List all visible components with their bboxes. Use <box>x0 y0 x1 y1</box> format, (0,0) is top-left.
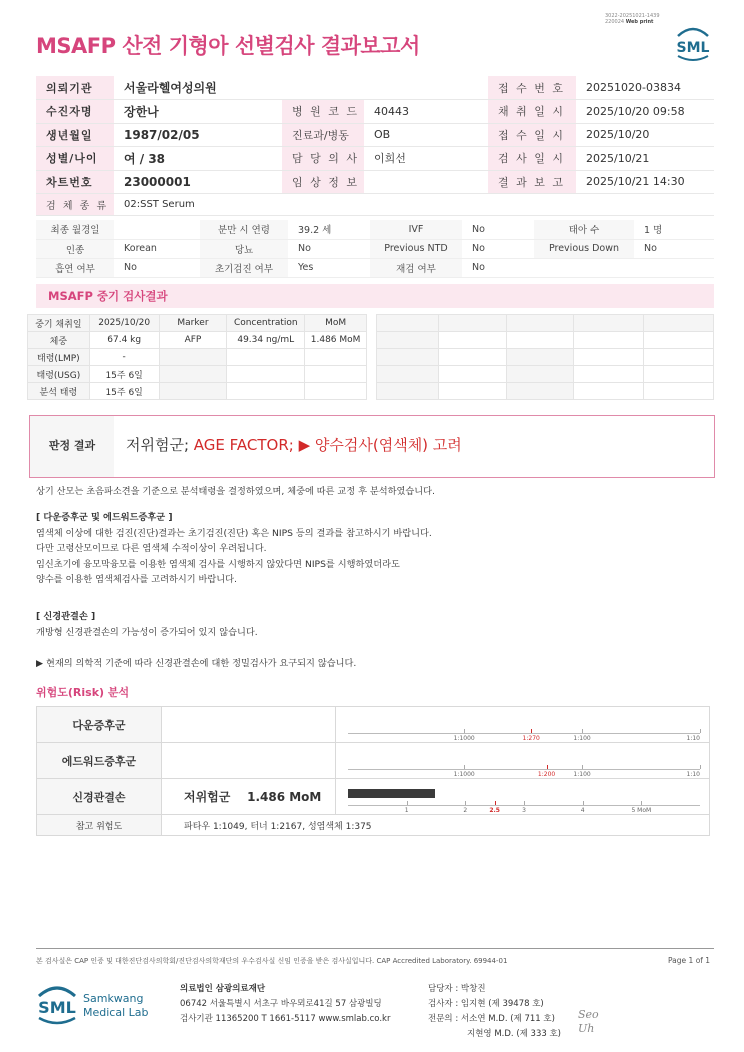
reference-risk-value: 파타우 1:1049, 터너 1:2167, 성염색체 1:375 <box>162 815 710 836</box>
info-value <box>364 170 488 194</box>
results-header-cell: 2025/10/20 <box>89 315 159 332</box>
clinical-value: 39.2 세 <box>288 220 370 239</box>
ntd-tick-label: 2 <box>463 807 468 814</box>
ntd-mom-scale <box>336 779 710 815</box>
info-label: 접 수 번 호 <box>488 76 576 100</box>
signature-1: Seo <box>578 1008 599 1021</box>
edwards-risk-scale <box>336 743 710 779</box>
empty-cell <box>377 349 439 366</box>
specimen-value: 02:SST Serum <box>114 194 714 216</box>
results-cell: 분석 태령 <box>28 383 90 400</box>
empty-cell <box>438 332 506 349</box>
results-cell <box>227 349 305 366</box>
empty-cell <box>377 332 439 349</box>
info-label: 생년월일 <box>36 123 114 147</box>
results-cell: 1.486 MoM <box>305 332 367 349</box>
clinical-value: No <box>462 258 534 277</box>
edwards-tick <box>700 765 701 769</box>
results-cell: AFP <box>159 332 227 349</box>
print-info <box>605 13 660 25</box>
info-value: 20251020-03834 <box>576 76 714 100</box>
clinical-row <box>36 220 714 239</box>
results-cell <box>159 366 227 383</box>
ntd-tick-label: 2.5 <box>489 807 500 814</box>
risk-row-edwards <box>37 743 710 779</box>
info-value: 서울라헬여성의원 <box>114 76 282 100</box>
empty-cell <box>644 332 714 349</box>
down-tick <box>700 729 701 733</box>
results-cell: - <box>89 349 159 366</box>
down-tick <box>582 729 583 733</box>
info-value: 여 / 38 <box>114 147 282 171</box>
empty-cell <box>377 366 439 383</box>
empty-cell <box>438 349 506 366</box>
clinical-label: Previous Down <box>534 239 634 258</box>
down-risk-scale <box>336 707 710 743</box>
ntd-risk-value <box>162 779 336 815</box>
info-value: 2025/10/20 09:58 <box>576 100 714 124</box>
risk-table <box>36 706 710 836</box>
info-label: 담 당 의 사 <box>282 147 364 171</box>
results-header-cell: Concentration <box>227 315 305 332</box>
clinical-row <box>36 239 714 258</box>
risk-value-empty <box>162 707 336 743</box>
staff-line: 전문의 : 서소연 M.D. (제 711 호) <box>428 1014 555 1024</box>
clinical-value: Korean <box>114 239 200 258</box>
sml-logo-icon <box>672 26 714 62</box>
results-header-cell: Marker <box>159 315 227 332</box>
info-label: 병 원 코 드 <box>282 100 364 124</box>
down-tick-label: 1:10 <box>686 735 700 742</box>
clinical-label: 태아 수 <box>534 220 634 239</box>
edwards-tick-label: 1:100 <box>573 771 591 778</box>
ntd-tick <box>641 801 642 805</box>
info-value: 2025/10/21 <box>576 147 714 171</box>
logo-line1: Samkwang <box>83 992 144 1005</box>
clinical-label: 인종 <box>36 239 114 258</box>
info-label: 접 수 일 시 <box>488 123 576 147</box>
down-edwards-section <box>36 510 432 588</box>
results-cell: 태령(LMP) <box>28 349 90 366</box>
risk-title: 위험도(Risk) 분석 <box>36 686 130 699</box>
empty-cell <box>644 315 714 332</box>
clinical-label: Previous NTD <box>370 239 462 258</box>
results-cell <box>227 366 305 383</box>
clinical-label: 재검 여부 <box>370 258 462 277</box>
edwards-tick <box>464 765 465 769</box>
clinical-value: No <box>288 239 370 258</box>
down-tick-label: 1:1000 <box>453 735 475 742</box>
ntd-mom: 1.486 MoM <box>247 790 322 804</box>
risk-label: 에드워드증후군 <box>37 743 162 779</box>
clinical-value: 1 명 <box>634 220 714 239</box>
ntd-tick-label: 1 <box>404 807 409 814</box>
samkwang-logo-icon <box>36 983 156 1027</box>
info-value: 장한나 <box>114 100 282 124</box>
results-cell <box>305 383 367 400</box>
edwards-tick-label: 1:200 <box>537 771 556 778</box>
info-value: 23000001 <box>114 170 282 194</box>
down-scale-line <box>348 733 700 734</box>
analysis-note: 상기 산모는 초음파소견을 기준으로 분석태령을 결정하였으며, 체중에 따른 교정 후 분석하였습니다. <box>36 486 435 497</box>
paragraph-line: 염색체 이상에 대한 검진(진단)결과는 초기검진(진단) 혹은 NIPS 등의 결과를 참고하시기 바랍니다. <box>36 527 432 539</box>
sml-logo-text: SML <box>676 40 710 56</box>
staff-line: 검사자 : 임지현 (제 39478 호) <box>428 999 544 1009</box>
empty-cell <box>438 366 506 383</box>
info-label: 수진자명 <box>36 100 114 124</box>
empty-cell <box>506 315 574 332</box>
info-label: 성별/나이 <box>36 147 114 171</box>
clinical-info-table <box>36 220 714 278</box>
clinical-label: IVF <box>370 220 462 239</box>
info-value: 1987/02/05 <box>114 123 282 147</box>
results-row <box>28 332 367 349</box>
ntd-section <box>36 609 258 640</box>
results-table-empty <box>376 314 714 400</box>
org-name: 의료법인 삼광의료재단 <box>180 984 266 994</box>
down-tick <box>531 729 532 733</box>
risk-label: 참고 위험도 <box>37 815 162 836</box>
clinical-label: 최종 월경일 <box>36 220 114 239</box>
ntd-scale-line <box>348 805 700 806</box>
info-label: 의뢰기관 <box>36 76 114 100</box>
info-label: 임 상 정 보 <box>282 170 364 194</box>
results-cell: 체중 <box>28 332 90 349</box>
info-label: 차트번호 <box>36 170 114 194</box>
empty-cell <box>377 315 439 332</box>
report-title: MSAFP 산전 기형아 선별검사 결과보고서 <box>36 34 420 58</box>
organization-info <box>180 982 390 1027</box>
judgement-risk: 저위험군; <box>126 436 194 454</box>
clinical-value: Yes <box>288 258 370 277</box>
paragraph-line: 임신초기에 융모막융모를 이용한 염색체 검사를 시행하지 않았다면 NIPS를 시행하였더라도 <box>36 558 400 570</box>
info-value: 이희선 <box>364 147 488 171</box>
clinical-row <box>36 258 714 277</box>
ntd-tick-label: 5 MoM <box>631 807 652 814</box>
risk-label: 신경관결손 <box>37 779 162 815</box>
paragraph-line: 다만 고령산모이므로 다른 염색체 수적이상이 우려됩니다. <box>36 543 267 554</box>
empty-cell <box>506 366 574 383</box>
results-cell: 49.34 ng/mL <box>227 332 305 349</box>
edwards-tick <box>547 765 548 769</box>
org-contact: 검사기관 11365200 T 1661-5117 www.smlab.co.kr <box>180 1014 391 1024</box>
clinical-label <box>534 258 634 277</box>
empty-cell <box>506 383 574 400</box>
info-row <box>36 194 714 216</box>
empty-cell <box>644 349 714 366</box>
signature-2: Uh <box>578 1022 595 1035</box>
clinical-label: 당뇨 <box>200 239 288 258</box>
risk-row-ntd <box>37 779 710 815</box>
empty-cell <box>574 349 644 366</box>
empty-cell <box>644 366 714 383</box>
results-cell: 67.4 kg <box>89 332 159 349</box>
results-row <box>28 366 367 383</box>
results-cell: 태령(USG) <box>28 366 90 383</box>
results-row <box>28 349 367 366</box>
empty-cell <box>574 383 644 400</box>
judgement-box <box>29 415 715 478</box>
paragraph-line: 개방형 신경관결손의 가능성이 증가되어 있지 않습니다. <box>36 626 258 638</box>
accreditation-note: 본 검사실은 CAP 인증 및 대한진단검사의학회/진단검사의학재단의 우수검사실 신임 인증을 받은 검사실입니다. CAP Accredited Laboratory. 69944-01 <box>36 957 508 965</box>
clinical-value <box>114 220 200 239</box>
info-label: 채 취 일 시 <box>488 100 576 124</box>
ntd-tick <box>524 801 525 805</box>
info-row <box>36 100 714 124</box>
empty-cell <box>574 332 644 349</box>
risk-row-down <box>37 707 710 743</box>
results-header-row <box>28 315 367 332</box>
clinical-label: 분만 시 연령 <box>200 220 288 239</box>
edwards-tick-label: 1:10 <box>686 771 700 778</box>
results-table <box>27 314 367 400</box>
down-tick-label: 1:270 <box>522 735 540 742</box>
judgement-recommendation: AGE FACTOR; ▶ 양수검사(염색체) 고려 <box>193 436 462 454</box>
logo-sml: SML <box>38 998 76 1017</box>
ntd-mom-bar <box>348 789 435 798</box>
empty-cell <box>644 383 714 400</box>
patient-info-table <box>36 76 714 216</box>
staff-line: 지현영 M.D. (제 333 호) <box>467 1029 562 1039</box>
clinical-value: No <box>462 239 534 258</box>
info-label: 진료과/병동 <box>282 123 364 147</box>
empty-cell <box>574 366 644 383</box>
risk-value-empty <box>162 743 336 779</box>
info-value: OB <box>364 123 488 147</box>
edwards-scale-line <box>348 769 700 770</box>
results-cell <box>305 349 367 366</box>
ntd-tick <box>407 801 408 805</box>
print-label: Web print <box>625 19 654 25</box>
results-cell <box>227 383 305 400</box>
ntd-tick <box>495 801 496 805</box>
print-code: 3022-20251021-1439 <box>605 13 660 19</box>
info-row <box>36 170 714 194</box>
results-row <box>28 383 367 400</box>
info-value: 2025/10/20 <box>576 123 714 147</box>
info-value: 2025/10/21 14:30 <box>576 170 714 194</box>
empty-cell <box>506 332 574 349</box>
risk-label: 다운증후군 <box>37 707 162 743</box>
empty-cell <box>377 383 439 400</box>
page-number: Page 1 of 1 <box>668 956 711 965</box>
info-label <box>282 76 364 100</box>
clinical-value: No <box>462 220 534 239</box>
down-tick <box>464 729 465 733</box>
signature <box>578 1008 599 1036</box>
judgement-label: 판정 결과 <box>30 416 114 477</box>
ntd-tick <box>583 801 584 805</box>
clinical-value <box>634 258 714 277</box>
section-heading: [ 다운증후군 및 에드워드증후군 ] <box>36 512 173 523</box>
info-value <box>364 76 488 100</box>
clinical-label: 초기검진 여부 <box>200 258 288 277</box>
info-label: 검 사 일 시 <box>488 147 576 171</box>
results-header-cell: 중기 채취일 <box>28 315 90 332</box>
results-cell: 15주 6일 <box>89 366 159 383</box>
ntd-tick <box>465 801 466 805</box>
risk-row-reference <box>37 815 710 836</box>
results-cell <box>159 383 227 400</box>
org-address: 06742 서울특별시 서초구 바우뫼로41길 57 삼광빌딩 <box>180 999 382 1009</box>
empty-cell <box>574 315 644 332</box>
results-header-cell: MoM <box>305 315 367 332</box>
down-tick-label: 1:100 <box>573 735 591 742</box>
ntd-risk-group: 저위험군 <box>184 790 231 804</box>
section-heading: [ 신경관결손 ] <box>36 611 96 622</box>
info-label: 결 과 보 고 <box>488 170 576 194</box>
clinical-label: 흡연 여부 <box>36 258 114 277</box>
footer-divider <box>36 948 714 949</box>
clinical-value: No <box>634 239 714 258</box>
section-title-bar: MSAFP 중기 검사결과 <box>36 284 714 308</box>
print-code-2: 220024 <box>605 19 625 25</box>
empty-cell <box>438 315 506 332</box>
logo-line2: Medical Lab <box>83 1006 149 1019</box>
info-value: 40443 <box>364 100 488 124</box>
info-label: 검 체 종 류 <box>36 194 114 216</box>
info-row <box>36 76 714 100</box>
edwards-tick-label: 1:1000 <box>453 771 475 778</box>
paragraph-line: 양수를 이용한 염색체검사를 고려하시기 바랍니다. <box>36 574 237 585</box>
edwards-tick <box>582 765 583 769</box>
ntd-tick-label: 3 <box>522 807 526 814</box>
empty-cell <box>438 383 506 400</box>
staff-info <box>428 982 561 1042</box>
results-cell <box>305 366 367 383</box>
ntd-tick-label: 4 <box>580 807 585 814</box>
staff-line: 담당자 : 박창진 <box>428 984 486 994</box>
info-row <box>36 147 714 171</box>
empty-cell <box>506 349 574 366</box>
results-cell <box>159 349 227 366</box>
judgement-text <box>126 434 462 455</box>
clinical-value: No <box>114 258 200 277</box>
ntd-note: ▶ 현재의 의학적 기준에 따라 신경관결손에 대한 정밀검사가 요구되지 않습니다. <box>36 658 357 669</box>
results-cell: 15주 6일 <box>89 383 159 400</box>
info-row <box>36 123 714 147</box>
